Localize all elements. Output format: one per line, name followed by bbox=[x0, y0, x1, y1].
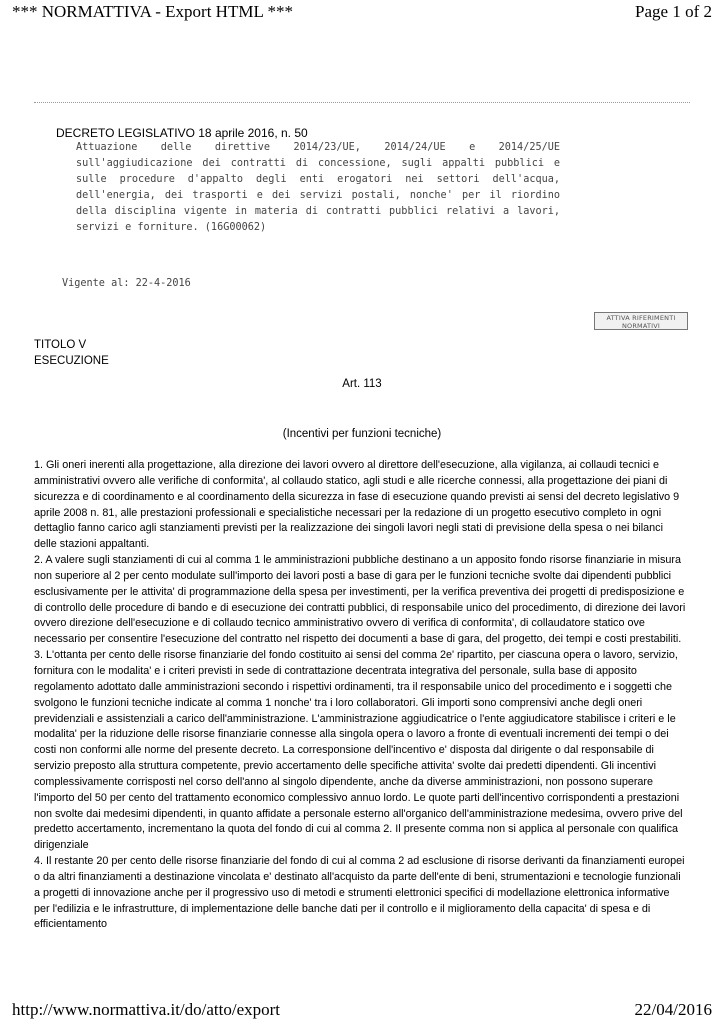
article-number: Art. 113 bbox=[342, 378, 382, 390]
vigente-date: Vigente al: 22-4-2016 bbox=[62, 278, 191, 289]
activate-references-label-line1: ATTIVA RIFERIMENTI bbox=[606, 314, 676, 322]
paragraph-3: 3. L'ottanta per cento delle risorse finanziarie del fondo costituito ai sensi del comma 2e' ripartito, per ciascuna opera o lavoro, servizio, fornitura con le modalita' e i criteri previsti in sede di contrattazione decentrata integrativa del personale, sulla base di apposito regolamento adottato dalle amministrazioni secondo i rispettivi ordinamenti, tra il responsabile unico del procedimento e i soggetti che svolgono le funzioni tecniche indicate al comma 1 nonche' tra i loro collaboratori. Gli importi sono comprensivi anche degli oneri previdenziali e assistenziali a carico dell'amministrazione. L'amministrazione aggiudicatrice o l'ente aggiudicatore stabilisce i criteri e le modalita' per la riduzione delle risorse finanziarie connesse alla singola opera o lavoro a fronte di eventuali incrementi dei tempi o dei costi non conformi alle norme del presente decreto. La corresponsione dell'incentivo e' disposta dal dirigente o dal responsabile di servizio preposto alla struttura competente, previo accertamento delle specifiche attivita' svolte dai predetti dipendenti. Gli incentivi complessivamente corrisposti nel corso dell'anno al singolo dipendente, anche da diverse amministrazioni, non possono superare l'importo del 50 per cento del trattamento economico complessivo annuo lordo. Le quote parti dell'incentivo corrispondenti a prestazioni non svolte dai medesimi dipendenti, in quanto affidate a personale esterno all'organico dell'amministrazione medesima, ovvero prive del predetto accertamento, incrementano la quota del fondo di cui al comma 2. Il presente comma non si applica al personale con qualifica dirigenziale bbox=[34, 649, 683, 852]
article-body bbox=[34, 458, 688, 933]
activate-references-button[interactable] bbox=[594, 312, 688, 330]
activate-references-label-line2: NORMATIVI bbox=[621, 322, 661, 330]
export-date: 22/04/2016 bbox=[634, 1000, 712, 1019]
paragraph-1: 1. Gli oneri inerenti alla progettazione, alla direzione dei lavori ovvero al direttore dell'esecuzione, alla vigilanza, ai collaudi tecnici e amministrativi ovvero alle verifiche di conformita', al collaudo statico, agli studi e alle ricerche connessi, alla progettazione dei piani di sicurezza e di coordinamento e al coordinamento della sicurezza in fase di esecuzione quando previsti ai sensi del decreto legislativo 9 aprile 2008 n. 81, alle prestazioni professionali e specialistiche necessari per la redazione di un progetto esecutivo completo in ogni dettaglio fanno carico agli stanziamenti previsti per la realizzazione dei singoli lavori negli stati di previsione della spesa o nei bilanci delle stazioni appaltanti. bbox=[34, 459, 680, 551]
page-footer bbox=[12, 1000, 712, 1022]
article-rubric: (Incentivi per funzioni tecniche) bbox=[282, 428, 442, 440]
dotted-divider bbox=[34, 102, 690, 103]
section-name: ESECUZIONE bbox=[34, 355, 109, 367]
page-header bbox=[12, 0, 712, 26]
page-number: Page 1 of 2 bbox=[635, 2, 712, 21]
source-url: http://www.normattiva.it/do/atto/export bbox=[12, 1000, 281, 1019]
paragraph-2: 2. A valere sugli stanziamenti di cui al comma 1 le amministrazioni pubbliche destinano a un apposito fondo risorse finanziarie in misura non superiore al 2 per cento modulate sull'importo dei lavori posti a base di gara per le funzioni tecniche svolte dai dipendenti pubblici esclusivamente per le attivita' di programmazione della spesa per investimenti, per la verifica preventiva dei progetti di predisposizione e di controllo delle procedure di bando e di esecuzione dei contratti pubblici, di responsabile unico del procedimento, di direzione dei lavori ovvero direzione dell'esecuzione e di collaudo tecnico amministrativo ovvero di verifica di conformita', di collaudatore statico ove necessario per consentire l'esecuzione del contratto nel rispetto dei documenti a base di gara, del progetto, dei tempi e costi prestabiliti. bbox=[34, 554, 686, 646]
decree-subtitle: Attuazione delle direttive 2014/23/UE, 2014/24/UE e 2014/25/UE sull'aggiudicazione dei contratti di concessione, sugli appalti pubblici e sulle procedure d'appalto degli enti erogatori nei settori dell'acqua, dell'energia, dei trasporti e dei servizi postali, nonche' per il riordino della disciplina vigente in materia di contratti pubblici relativi a lavori, servizi e forniture. (16G00062) bbox=[76, 142, 560, 233]
section-heading bbox=[34, 337, 109, 369]
export-header-title: *** NORMATTIVA - Export HTML *** bbox=[12, 2, 293, 21]
decree-title: DECRETO LEGISLATIVO 18 aprile 2016, n. 50 bbox=[56, 126, 308, 140]
titolo-label: TITOLO V bbox=[34, 339, 87, 351]
paragraph-4: 4. Il restante 20 per cento delle risorse finanziarie del fondo di cui al comma 2 ad esclusione di risorse derivanti da finanziamenti europei o da altri finanziamenti a destinazione vincolata e' destinato all'acquisto da parte dell'ente di beni, strumentazioni e tecnologie funzionali a progetti di innovazione anche per il progressivo uso di metodi e strumenti elettronici specifici di modellazione elettronica informative per l'edilizia e le infrastrutture, di implementazione delle banche dati per il controllo e il miglioramento della capacita' di spesa e di efficientamento bbox=[34, 855, 685, 931]
